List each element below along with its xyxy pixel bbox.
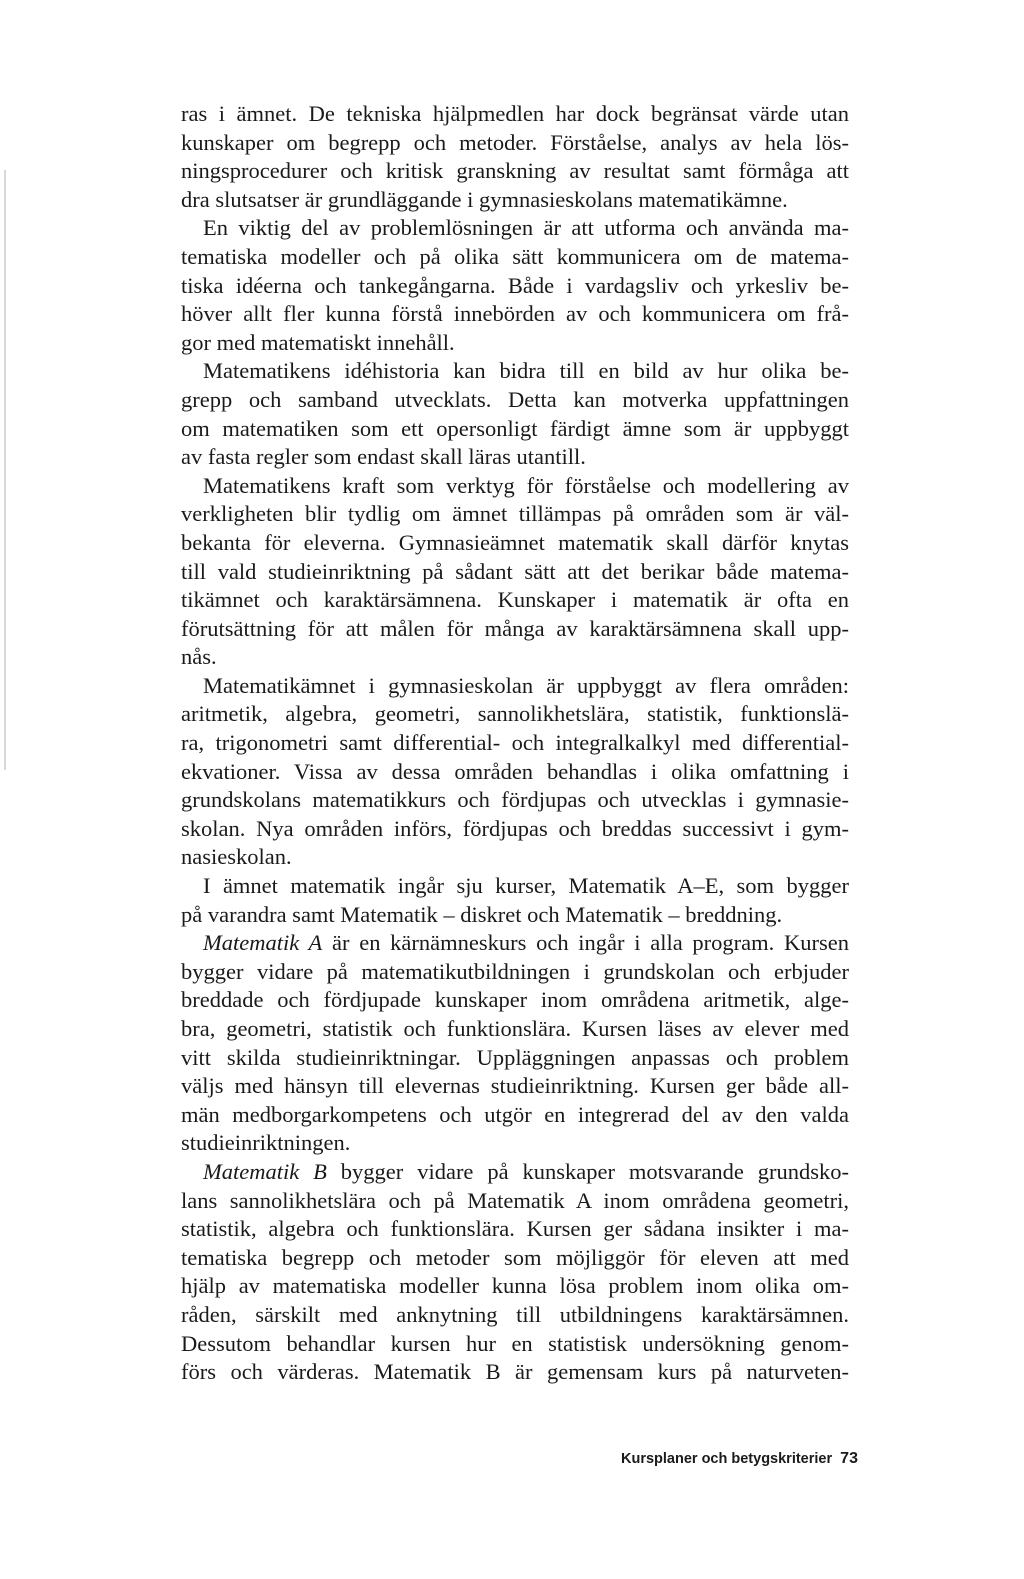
line-text: tematiska modeller och på olika sätt kommunicera om de matema- [181,243,849,269]
line-text: tikämnet och karaktärsämnena. Kunskaper i matematik är ofta en [181,587,849,613]
line-text: av fasta regler som endast skall läras utantill. [181,444,586,470]
page-footer [621,1450,858,1468]
line-text: Dessutom behandlar kursen hur en statistisk undersökning genom- [181,1330,849,1356]
text-line [181,729,849,758]
line-text: vitt skilda studieinriktningar. Uppläggningen anpassas och problem [181,1044,849,1070]
line-text: bra, geometri, statistik och funktionslära. Kursen läses av elever med [181,1016,849,1041]
text-line [181,329,849,358]
line-text: ningsprocedurer och kritisk granskning av resultat samt förmåga att [181,158,849,184]
course-name-italic: Matematik B [203,1158,327,1184]
text-line [181,357,849,386]
text-line [181,1244,849,1273]
line-text: ra, trigonometri samt differential- och integralkalkyl med differential- [181,730,849,756]
line-text: Matematikens kraft som verktyg för förståelse och modellering av [203,472,849,498]
line-text: om matematiken som ett opersonligt färdigt ämne som är uppbyggt [181,415,849,441]
line-text: bygger vidare på matematikutbildningen i grundskolan och erbjuder [181,958,849,984]
footer-title: Kursplaner och betygskriterier [621,1451,833,1467]
text-line [181,986,849,1015]
text-line [181,901,849,930]
line-text: män medborgarkompetens och utgör en integrerad del av den valda [181,1101,849,1127]
line-text: förutsättning för att målen för många av karaktärsämnena skall upp- [181,615,849,641]
text-line [181,1072,849,1101]
line-text: väljs med hänsyn till elevernas studieinriktning. Kursen ger både all- [181,1073,849,1099]
line-text: hjälp av matematiska modeller kunna lösa problem inom olika om- [181,1273,849,1299]
text-line [181,558,849,587]
text-line [181,1129,849,1158]
text-line [181,958,849,987]
text-line [181,758,849,787]
text-line [181,500,849,529]
text-line [181,472,849,501]
text-line [181,1272,849,1301]
line-text: verkligheten blir tydlig om ämnet tillämpas på områden som är väl- [181,501,849,527]
text-line [181,443,849,472]
text-line [181,214,849,243]
text-line [181,100,849,129]
line-text: En viktig del av problemlösningen är att utforma och använda ma- [203,215,849,241]
text-line [181,1215,849,1244]
line-text: är en kärnämneskurs och ingår i alla program. Kursen [322,930,849,956]
text-line [181,643,849,672]
text-line [181,672,849,701]
text-line [181,243,849,272]
text-line [181,1015,849,1044]
text-line [181,843,849,872]
text-line [181,615,849,644]
line-text: ras i ämnet. De tekniska hjälpmedlen har dock begränsat värde utan [181,101,849,126]
scan-edge-mark [4,170,6,770]
line-text: tiska idéerna och tankegångarna. Både i vardagsliv och yrkesliv be- [181,272,849,298]
line-text: till vald studieinriktning på sådant sätt att det berikar både matema- [181,558,849,584]
line-text: höver allt fler kunna förstå innebörden av och kommunicera om frå- [181,301,849,327]
line-text: grepp och samband utvecklats. Detta kan motverka uppfattningen [181,386,849,412]
page-number: 73 [840,1450,858,1467]
text-line [181,300,849,329]
body-text [181,100,849,1387]
text-line [181,1301,849,1330]
line-text: I ämnet matematik ingår sju kurser, Matematik A–E, som bygger [203,873,849,899]
line-text: dra slutsatser är grundläggande i gymnasieskolans matematikämne. [181,186,788,212]
text-line [181,1187,849,1216]
text-line [181,929,849,958]
text-line [181,872,849,901]
line-text: Matematikens idéhistoria kan bidra till en bild av hur olika be- [203,358,849,384]
text-line [181,586,849,615]
text-line [181,786,849,815]
line-text: grundskolans matematikkurs och fördjupas och utvecklas i gymnasie- [181,787,849,813]
text-line [181,815,849,844]
line-text: studieinriktningen. [181,1130,351,1156]
line-text: bekanta för eleverna. Gymnasieämnet matematik skall därför knytas [181,529,849,555]
line-text: tematiska begrepp och metoder som möjliggör för eleven att med [181,1244,849,1270]
line-text: på varandra samt Matematik – diskret och Matematik – breddning. [181,901,783,927]
text-line [181,415,849,444]
text-line [181,386,849,415]
text-line [181,157,849,186]
line-text: gor med matematiskt innehåll. [181,329,455,355]
text-line [181,700,849,729]
course-name-italic: Matematik A [203,930,323,956]
line-text: breddade och fördjupade kunskaper inom områdena aritmetik, alge- [181,987,849,1013]
line-text: kunskaper om begrepp och metoder. Förståelse, analys av hela lös- [181,129,849,155]
line-text: bygger vidare på kunskaper motsvarande grundsko- [326,1158,850,1184]
text-line [181,1101,849,1130]
text-line [181,1044,849,1073]
line-text: statistik, algebra och funktionslära. Kursen ger sådana insikter i ma- [181,1216,849,1242]
text-line [181,1358,849,1387]
line-text: aritmetik, algebra, geometri, sannolikhetslära, statistik, funktionslä- [181,701,849,727]
text-line [181,129,849,158]
line-text: Matematikämnet i gymnasieskolan är uppbyggt av flera områden: [203,672,849,698]
line-text: lans sannolikhetslära och på Matematik A inom områdena geometri, [181,1187,849,1213]
line-text: förs och värderas. Matematik B är gemensam kurs på naturveten- [181,1359,849,1385]
text-line [181,272,849,301]
line-text: råden, särskilt med anknytning till utbildningens karaktärsämnen. [181,1301,849,1327]
line-text: nås. [181,644,217,670]
text-line [181,1330,849,1359]
text-line [181,1158,849,1187]
text-line [181,186,849,215]
line-text: skolan. Nya områden införs, fördjupas och breddas successivt i gym- [181,815,849,841]
line-text: nasieskolan. [181,844,292,870]
text-line [181,529,849,558]
line-text: ekvationer. Vissa av dessa områden behandlas i olika omfattning i [181,758,849,784]
